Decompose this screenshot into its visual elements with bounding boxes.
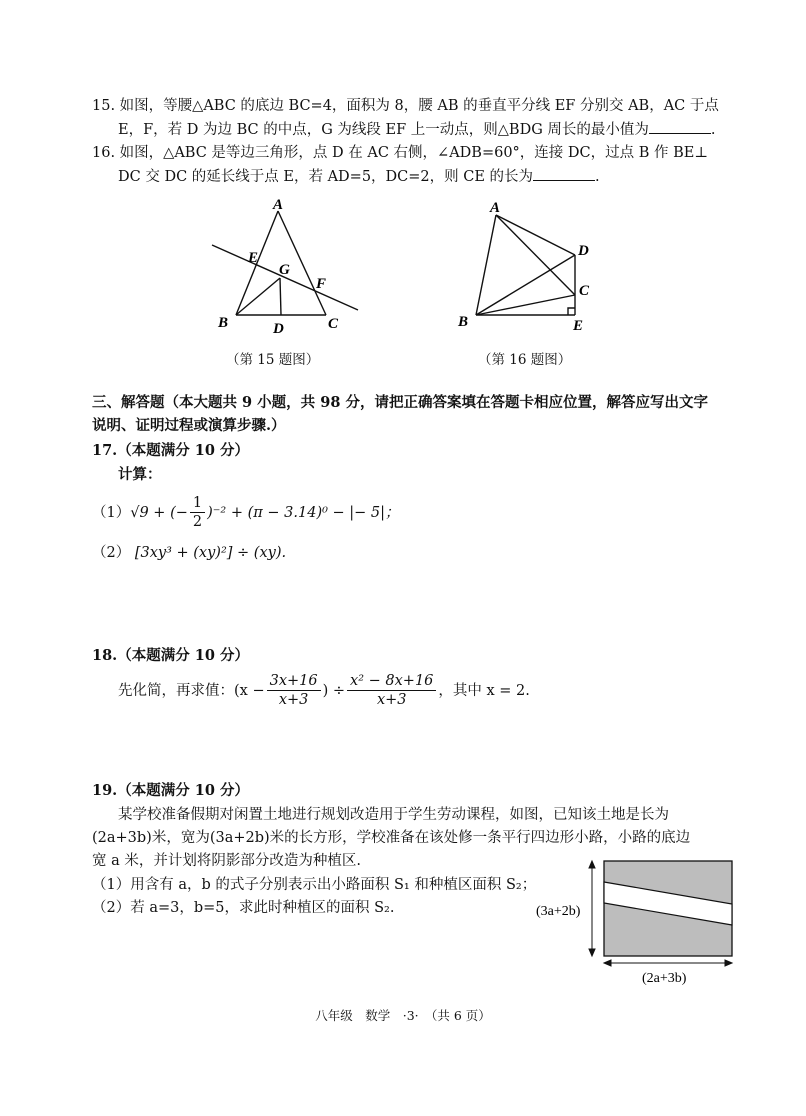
fig16-caption: （第 16 题图） [478, 352, 572, 368]
figure-16 [450, 195, 600, 340]
q17-part1-fraction [190, 494, 205, 531]
fig15-segment-bg [236, 278, 280, 315]
q16-period: . [595, 169, 600, 185]
figure-15 [200, 195, 370, 340]
fig16-label-a: A [490, 200, 501, 216]
q18-header: 18.（本题满分 10 分） [92, 647, 250, 664]
fig16-label-d: D [578, 243, 589, 259]
q18-frac2-num: x² − 8x+16 [347, 672, 436, 691]
q15-line1 [92, 96, 719, 116]
fig16-segment-bd [476, 255, 575, 315]
q19-line2: (2a+3b)米，宽为(3a+2b)米的长方形，学校准备在该处修一条平行四边形小路，小路的底边 [92, 830, 691, 846]
fig15-label-b: B [218, 315, 229, 331]
fig15-label-f: F [316, 276, 327, 292]
q15-line2 [118, 119, 716, 140]
q17-part1-expr-a: √9 + (− [130, 504, 188, 521]
q19-part2: （2）若 a=3，b=5，求此时种植区的面积 S₂. [92, 900, 395, 916]
q17-part2 [92, 543, 286, 563]
q17-header: 17.（本题满分 10 分） [92, 442, 250, 459]
fig15-segment-gd [280, 278, 281, 315]
q16-line1 [92, 143, 708, 163]
fig19-length-arrowhead-right [725, 960, 732, 966]
q15-number: 15. [92, 98, 116, 114]
q16-text-line1: 如图，△ABC 是等边三角形，点 D 在 AC 右侧，∠ADB=60°，连接 DC，过点 B 作 BE⊥ [119, 145, 708, 161]
fig19-length-label: (2a+3b) [642, 971, 687, 986]
q17-part1-frac-den: 2 [192, 514, 203, 530]
fig15-label-d: D [273, 321, 284, 337]
q15-text-line2: E，F，若 D 为边 BC 的中点，G 为线段 EF 上一动点，则△BDG 周长的最小值为 [118, 122, 649, 138]
fig19-width-arrowhead-bottom [589, 949, 595, 956]
q18-text-a: 先化简，再求值：(x − [118, 682, 265, 699]
q18-fraction2 [347, 672, 436, 709]
fig16-side-ab [476, 215, 496, 315]
q15-answer-blank [649, 119, 711, 134]
fig16-label-b: B [458, 314, 469, 330]
fig15-label-c: C [328, 316, 339, 332]
fig16-right-angle-mark [568, 308, 575, 315]
q18-text-c: ，其中 x = 2. [438, 682, 530, 699]
q19-line1: 某学校准备假期对闲置土地进行规划改造用于学生劳动课程，如图，已知该土地是长为 [118, 807, 669, 823]
q16-line2 [118, 166, 600, 187]
q17-intro: 计算： [118, 466, 162, 483]
q17-part1-frac-num: 1 [190, 494, 205, 513]
q17-part1-expr-b: )⁻² + (π − 3.14)⁰ − |− 5|； [207, 504, 400, 521]
section3-heading-line1: 三、解答题（本大题共 9 小题，共 98 分，请把正确答案填在答题卡相应位置，解答应写出文字 [92, 394, 708, 411]
q18-body [118, 672, 530, 709]
fig16-label-e: E [573, 318, 584, 334]
q16-answer-blank [533, 166, 595, 181]
fig16-label-c: C [579, 283, 590, 299]
fig15-caption: （第 15 题图） [226, 352, 320, 368]
q15-text-line1: 如图，等腰△ABC 的底边 BC=4，面积为 8，腰 AB 的垂直平分线 EF 分别交 AB，AC 于点 [119, 98, 719, 114]
page-footer: 八年级 数学 ·3· （共 6 页） [315, 1008, 491, 1023]
fig19-length-arrowhead-left [604, 960, 611, 966]
fig16-side-bc [476, 295, 575, 315]
q18-frac1-num: 3x+16 [267, 672, 321, 691]
q19-header: 19.（本题满分 10 分） [92, 782, 250, 799]
fig15-label-a: A [273, 197, 284, 213]
q17-part1-label: （1） [92, 504, 131, 521]
q16-number: 16. [92, 145, 116, 161]
section3-heading-line2: 说明、证明过程或演算步骤.） [92, 417, 286, 434]
q17-part2-label: （2） [92, 545, 131, 561]
q15-period: . [710, 122, 716, 138]
q18-text-b: ) ÷ [322, 682, 346, 699]
figure-19 [532, 855, 742, 990]
fig19-width-arrowhead-top [589, 861, 595, 868]
fig16-segment-ad [496, 215, 575, 255]
q16-text-line2: DC 交 DC 的延长线于点 E，若 AD=5，DC=2，则 CE 的长为 [118, 169, 534, 185]
fig15-label-e: E [248, 250, 259, 266]
q19-part1: （1）用含有 a，b 的式子分别表示出小路面积 S₁ 和种植区面积 S₂； [92, 877, 537, 893]
q19-line3: 宽 a 米，并计划将阴影部分改造为种植区. [92, 853, 361, 869]
q18-fraction1 [267, 672, 321, 709]
fig19-width-label: (3a+2b) [536, 904, 581, 919]
fig16-side-ac [496, 215, 575, 295]
q17-part2-expr: [3xy³ + (xy)²] ÷ (xy). [134, 545, 287, 561]
q17-part1 [92, 494, 400, 531]
fig15-label-g: G [279, 262, 290, 278]
q18-frac2-den: x+3 [376, 692, 407, 708]
q18-frac1-den: x+3 [278, 692, 309, 708]
